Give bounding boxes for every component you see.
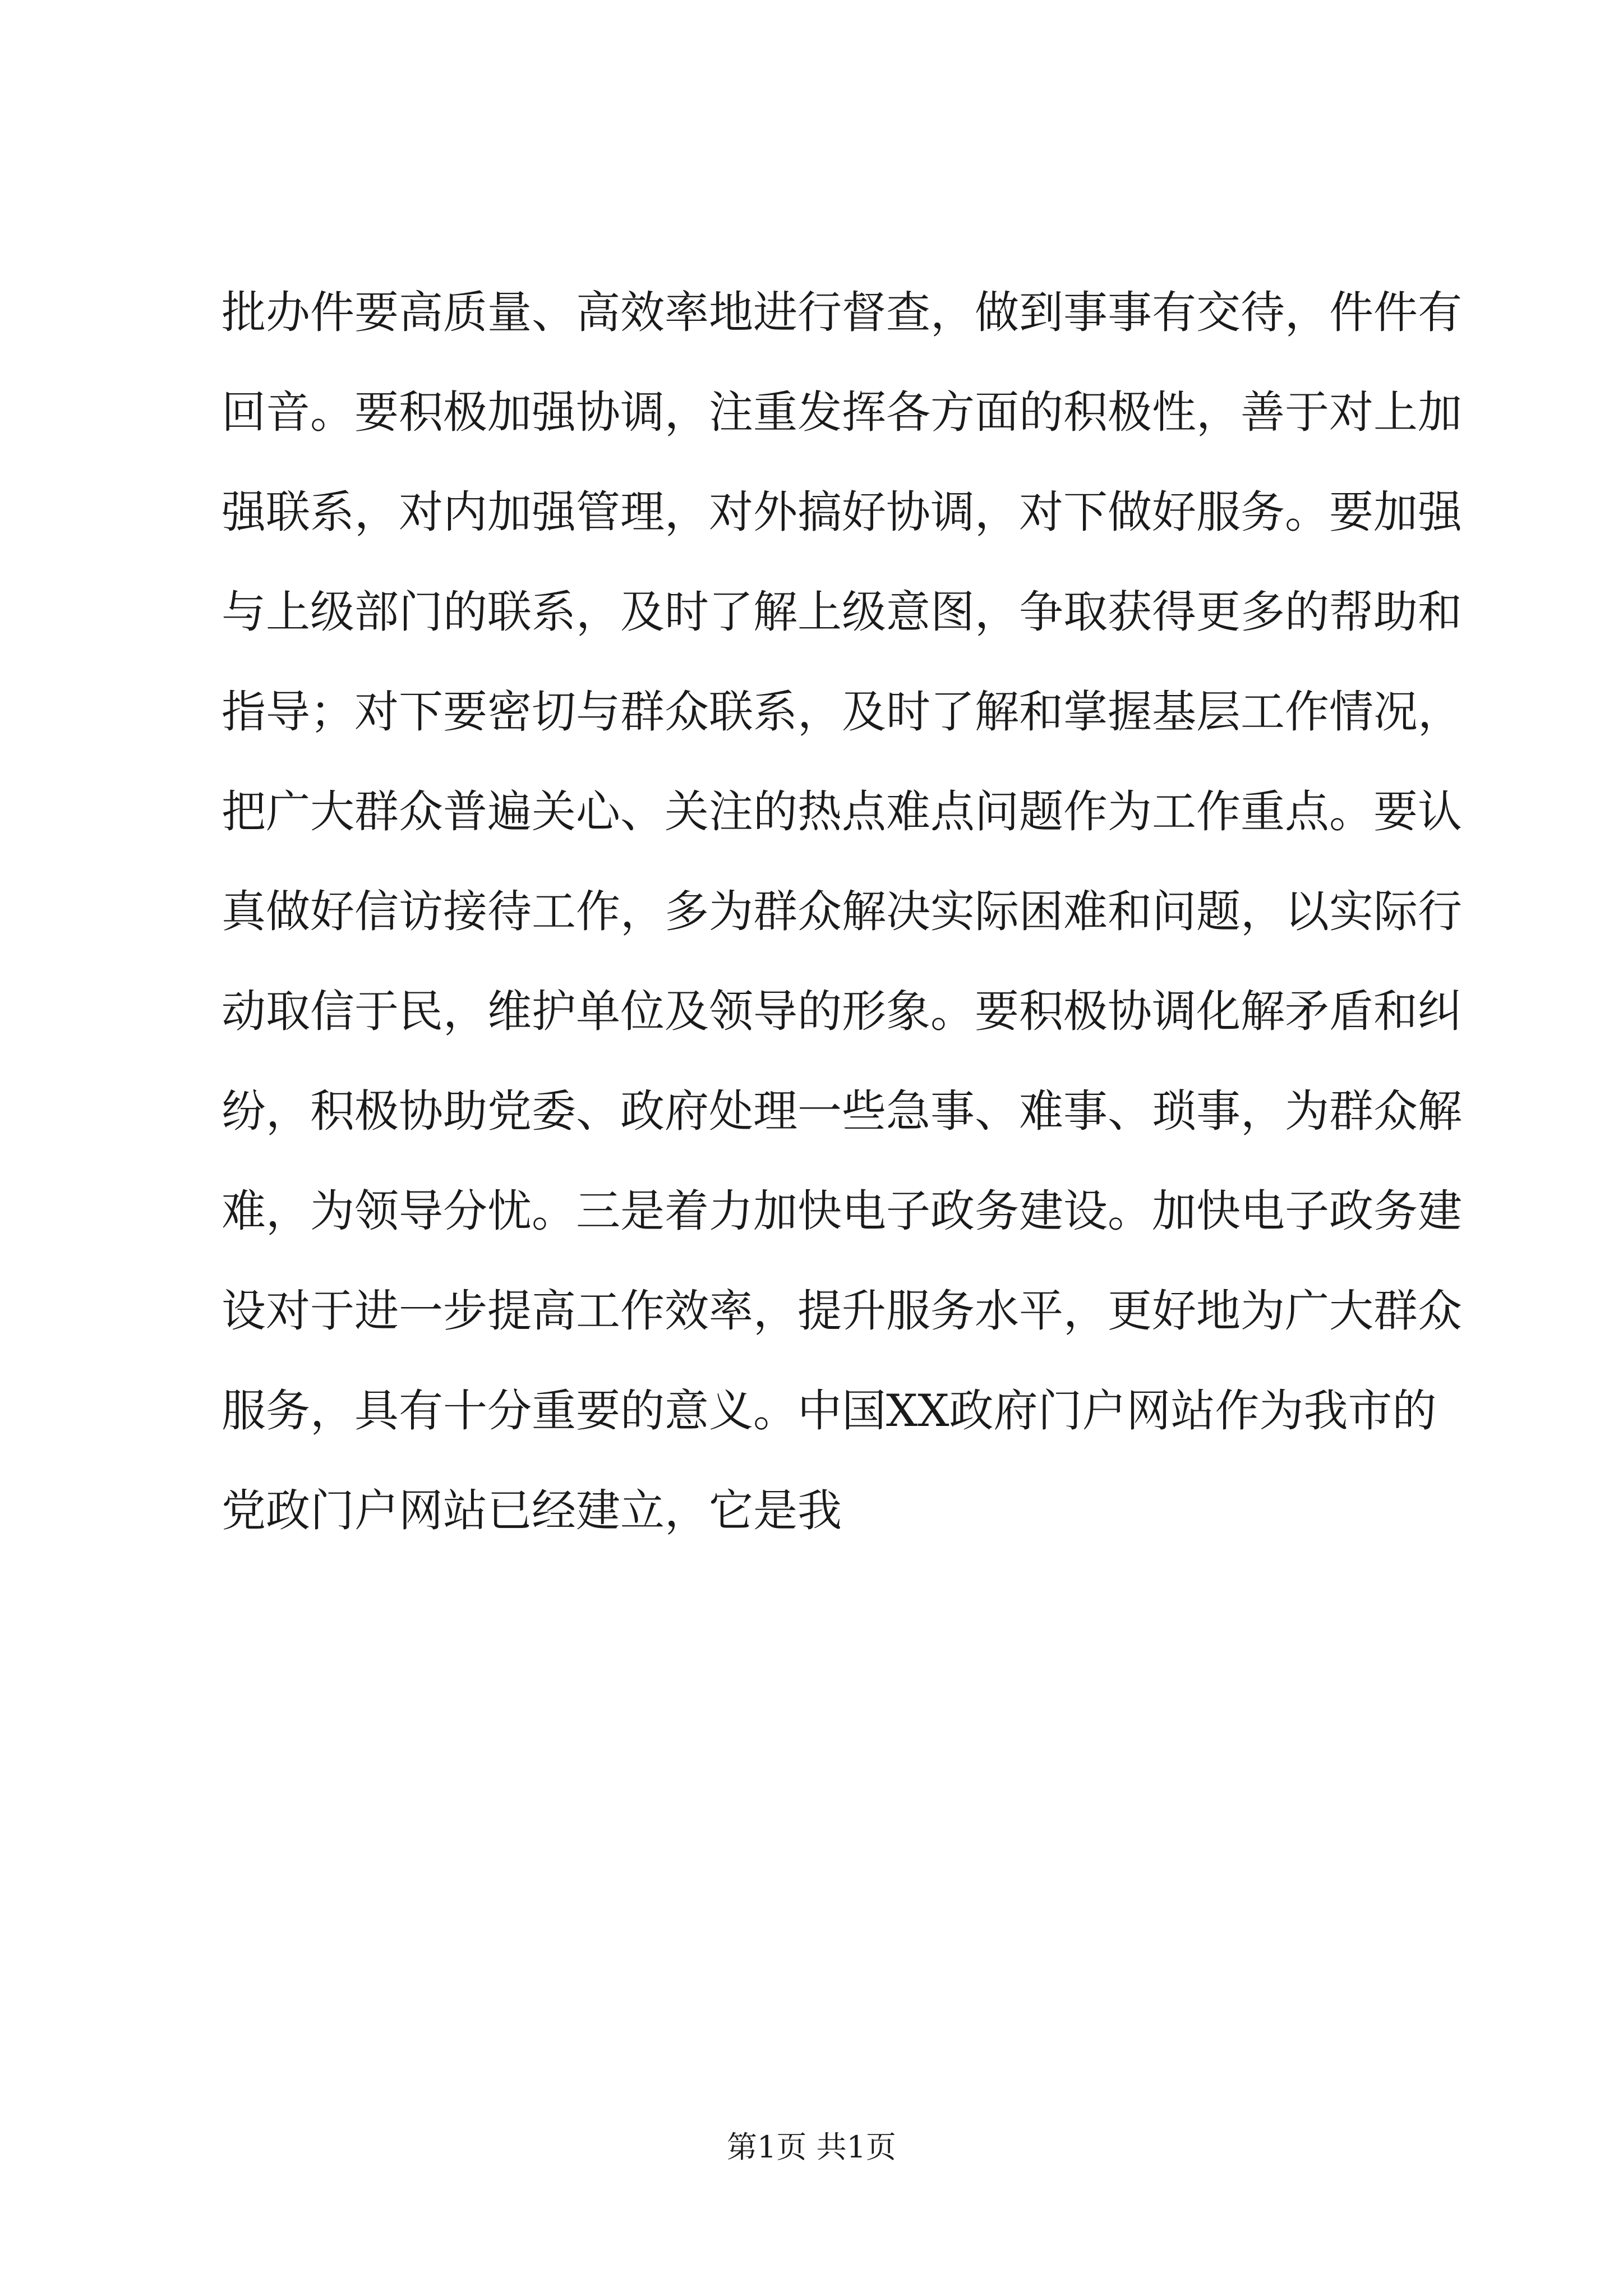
text-line: 难，为领导分忧。三是着力加快电子政务建设。加快电子政务建 xyxy=(222,1185,1462,1237)
text-line: 纷，积极协助党委、政府处理一些急事、难事、琐事，为群众解 xyxy=(222,1085,1462,1137)
text-line: 服务，具有十分重要的意义。中国XX政府门户网站作为我市的 xyxy=(222,1385,1437,1437)
text-line: 把广大群众普遍关心、关注的热点难点问题作为工作重点。要认 xyxy=(222,786,1462,838)
text-line: 回音。要积极加强协调，注重发挥各方面的积极性，善于对上加 xyxy=(222,386,1462,438)
text-line: 动取信于民，维护单位及领导的形象。要积极协调化解矛盾和纠 xyxy=(222,986,1462,1037)
body-text xyxy=(222,263,1462,1561)
text-line: 党政门户网站已经建立，它是我 xyxy=(222,1485,842,1536)
text-line: 批办件要高质量、高效率地进行督查，做到事事有交待，件件有 xyxy=(222,287,1462,338)
page-number-footer: 第1页 共1页 xyxy=(727,2129,896,2165)
text-line: 指导；对下要密切与群众联系，及时了解和掌握基层工作情况， xyxy=(222,686,1462,738)
text-line: 与上级部门的联系，及时了解上级意图，争取获得更多的帮助和 xyxy=(222,586,1462,638)
text-line: 强联系，对内加强管理，对外搞好协调，对下做好服务。要加强 xyxy=(222,486,1462,538)
text-line: 真做好信访接待工作，多为群众解决实际困难和问题，以实际行 xyxy=(222,886,1462,937)
text-line: 设对于进一步提高工作效率，提升服务水平，更好地为广大群众 xyxy=(222,1285,1462,1337)
